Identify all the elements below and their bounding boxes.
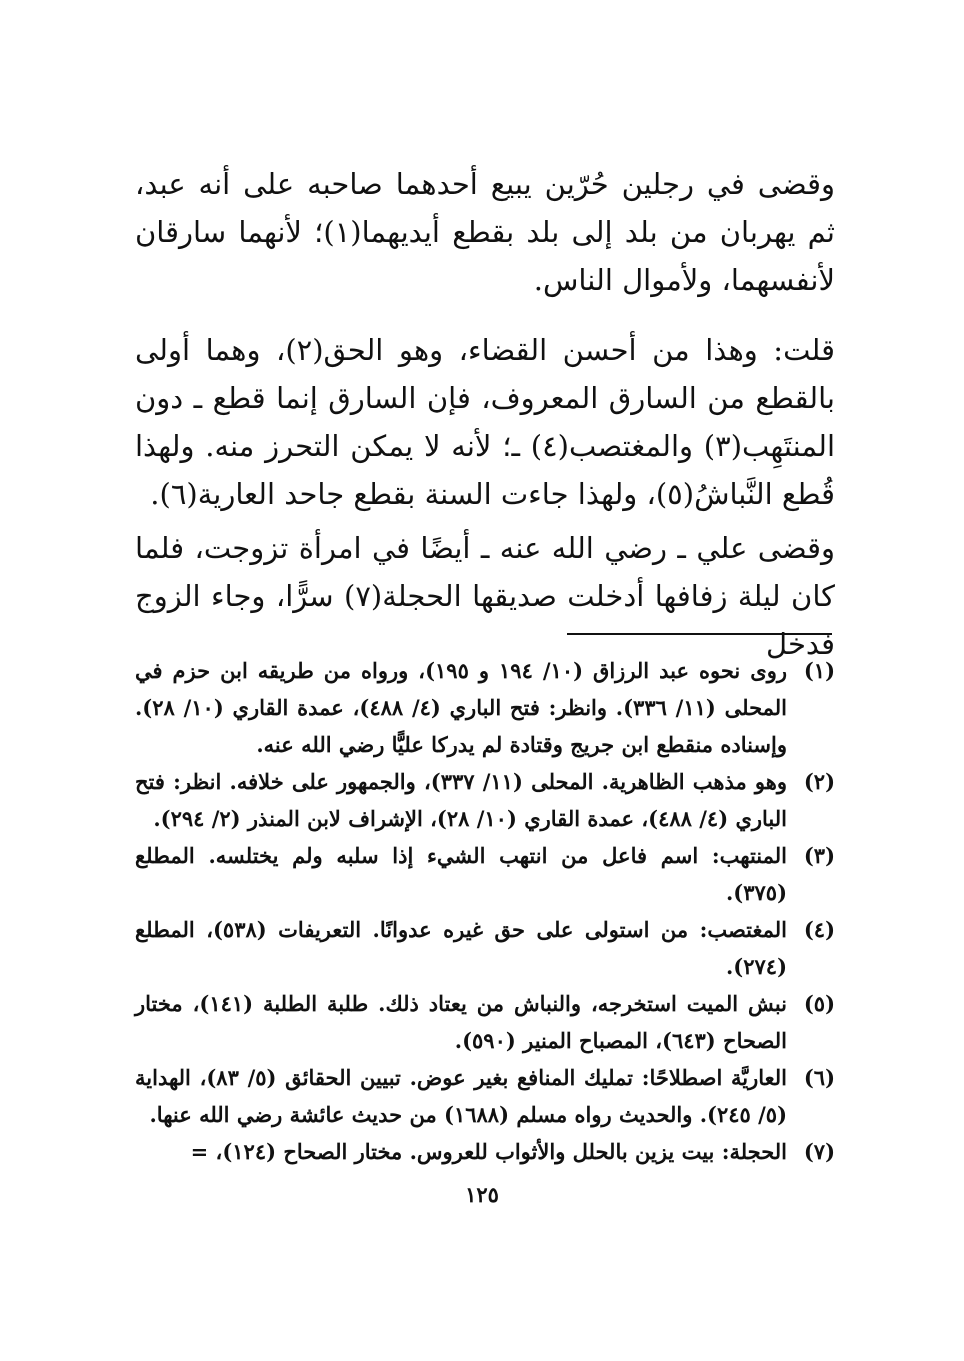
footnote-2 (135, 763, 835, 837)
page-number: ١٢٥ (465, 1182, 499, 1207)
main-text-body (135, 160, 835, 668)
footnote-7 (135, 1133, 835, 1170)
footnote-number: (٢) (803, 769, 835, 794)
footnote-number: (١) (803, 658, 835, 683)
paragraph-1: وقضى في رجلين حُرّين يبيع أحدهما صاحبه على أنه عبد، ثم يهربان من بلد إلى بلد بقطع أيديهما(١)؛ لأنهما سارقان لأنفسهما، ولأموال الناس. (135, 167, 835, 297)
footnote-text: روى نحوه عبد الرزاق (١٠/ ١٩٤ و ١٩٥)، ورواه من طريقه ابن حزم في المحلى (١١/ ٣٣٦). وانظر: فتح الباري (٤/ ٤٨٨)، عمدة القاري (١٠/ ٢٨). وإسناده منقطع ابن جريج وقتادة لم يدركا عليًّا رضي الله عنه. (135, 658, 787, 757)
footnote-number: (٧) (803, 1139, 835, 1164)
footnote-divider (567, 633, 832, 635)
footnote-text: المغتصب: من استولى على حق غيره عدوانًا. التعريفات (٥٣٨)، المطلع (٢٧٤). (135, 917, 787, 979)
footnote-3 (135, 837, 835, 911)
footnote-number: (٤) (803, 917, 835, 942)
footnote-4 (135, 911, 835, 985)
footnote-text: وهو مذهب الظاهرية. المحلى (١١/ ٣٣٧)، والجمهور على خلافه. انظر: فتح الباري (٤/ ٤٨٨)، عمدة القاري (١٠/ ٢٨)، الإشراف لابن المنذر (٢/ ٢٩٤). (135, 769, 787, 831)
footnote-number: (٥) (803, 991, 835, 1016)
footnote-text: المنتهب: اسم فاعل من انتهب الشيء إذا سلبه ولم يختلسه. المطلع (٣٧٥). (135, 843, 787, 905)
paragraph-2: قلت: وهذا من أحسن القضاء، وهو الحق(٢)، وهما أولى بالقطع من السارق المعروف، فإن السارق إنما قطع ـ دون المنتَهِب(٣) والمغتصب(٤) ـ؛ لأنه لا يمكن التحرز منه. ولهذا قُطع النَّباشُ(٥)، ولهذا جاءت السنة بقطع جاحد العارية(٦). (135, 333, 836, 511)
footnote-1 (135, 652, 835, 763)
footnote-text: الحجلة: بيت يزين بالحلل والأثواب للعروس. مختار الصحاح (١٢٤)، = (190, 1139, 787, 1164)
paragraph-3: وقضى علي ـ رضي الله عنه ـ أيضًا في امرأة تزوجت، فلما كان ليلة زفافها أدخلت صديقها الحجلة(٧) سرًّا، وجاء الزوج فدخل (135, 531, 835, 661)
footnote-text: العاريَّة اصطلاحًا: تمليك المنافع بغير عوض. تبيين الحقائق (٥/ ٨٣)، الهداية (٥/ ٢٤٥). والحديث رواه مسلم (١٦٨٨) من حديث عائشة رضي الله عنها. (135, 1065, 787, 1127)
footnote-5 (135, 985, 835, 1059)
footnotes-section (135, 652, 835, 1170)
footnote-number: (٦) (803, 1065, 835, 1090)
footnote-text: نبش الميت استخرجه، والنباش من يعتاد ذلك. طلبة الطلبة (١٤١)، مختار الصحاح (٦٤٣)، المصباح المنير (٥٩٠). (135, 991, 787, 1053)
footnote-number: (٣) (803, 843, 835, 868)
footnote-6 (135, 1059, 835, 1133)
